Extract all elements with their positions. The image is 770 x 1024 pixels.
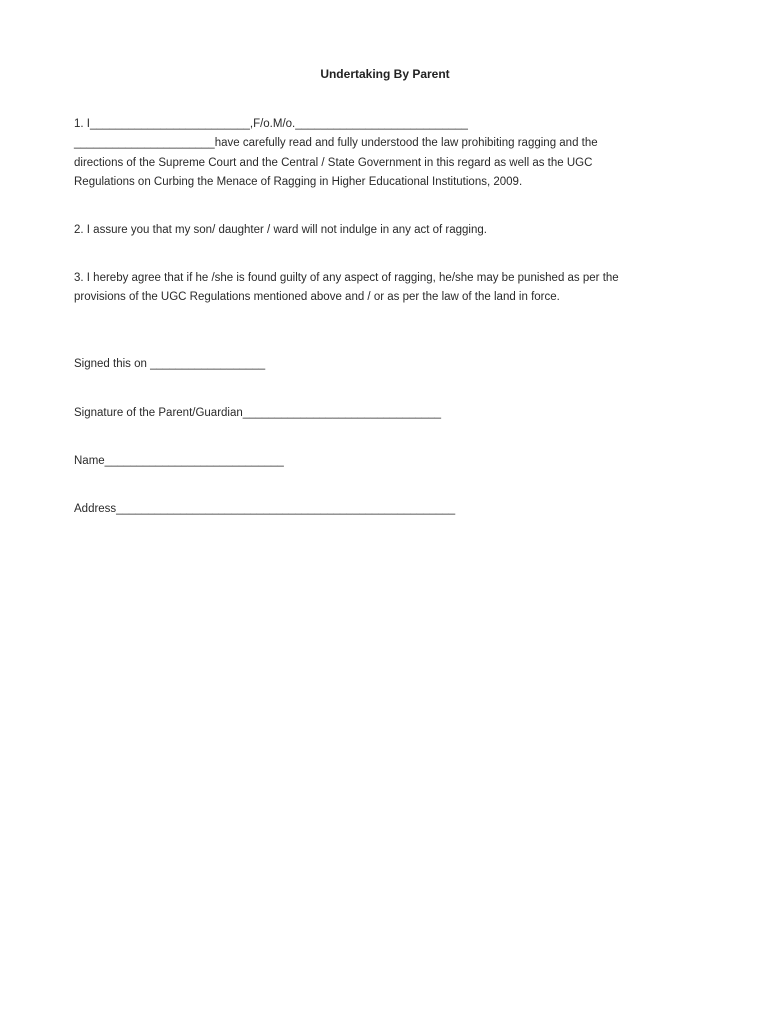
paragraph-undertaking-declaration: 1. I_________________________,F/o.M/o.___________________________ ______________________have carefully read and fully understood the law prohibiting ragging and the directions of the Supreme Court and the Central / State Government in this regard as well as the UGC Regulations on Curbing the Menace of Ragging in Higher Educational Institutions, 2009. <box>74 118 598 188</box>
parent-signature-field: Signature of the Parent/Guardian_______________________________ <box>74 407 442 419</box>
signed-date-field: Signed this on __________________ <box>74 358 266 370</box>
address-field: Address_____________________________________________________ <box>74 503 456 515</box>
paragraph-assurance: 2. I assure you that my son/ daughter / ward will not indulge in any act of ragging. <box>74 224 487 236</box>
paragraph-agreement: 3. I hereby agree that if he /she is found guilty of any aspect of ragging, he/she may be punished as per the provisions of the UGC Regulations mentioned above and / or as per the law of the land in force. <box>74 272 619 304</box>
name-field: Name____________________________ <box>74 455 284 467</box>
document-title: Undertaking By Parent <box>320 67 450 81</box>
